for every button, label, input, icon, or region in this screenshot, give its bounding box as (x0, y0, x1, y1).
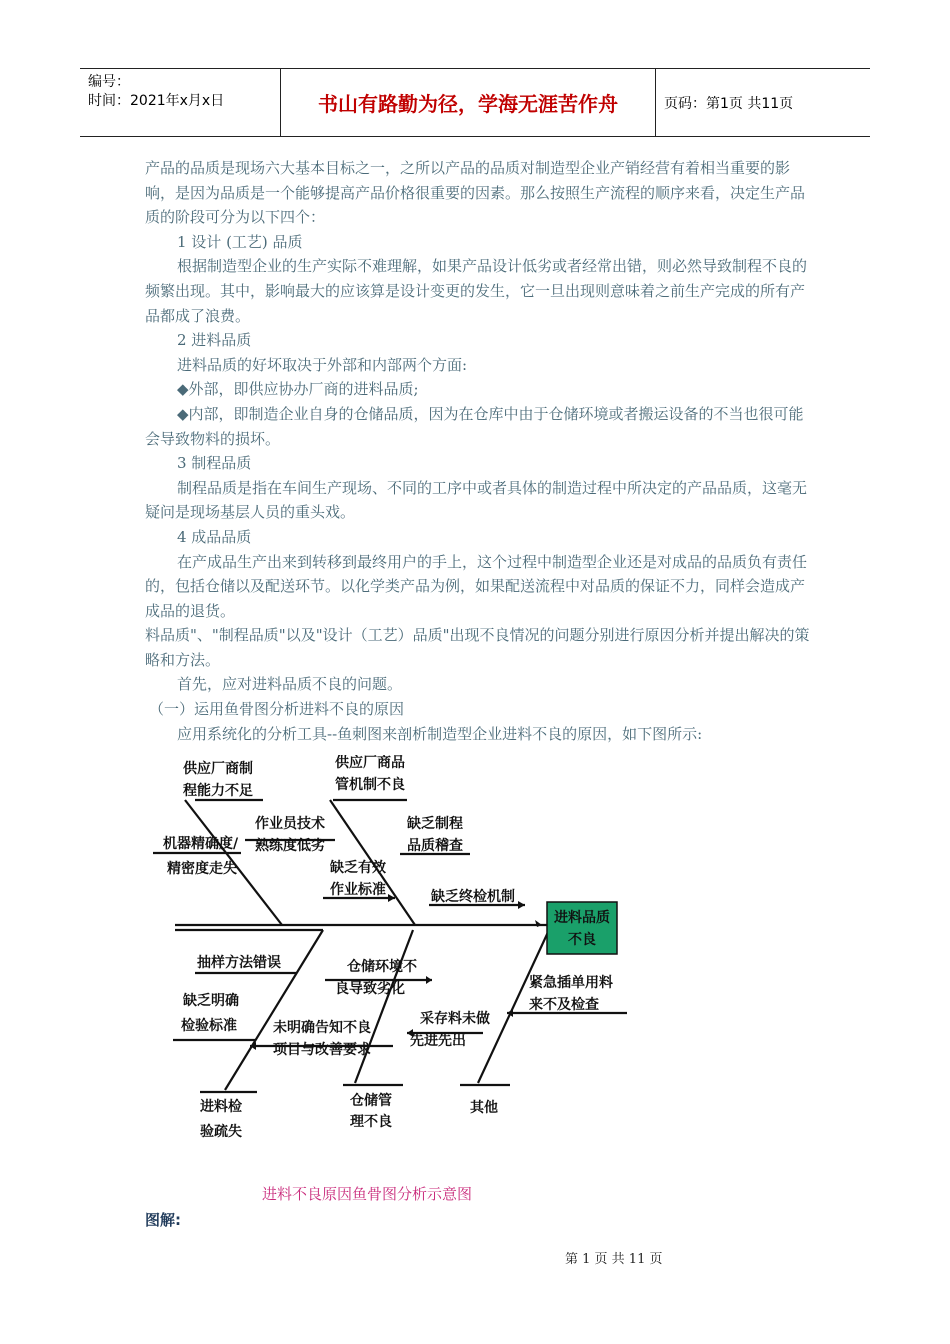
cause-label: 供应厂商制 (183, 761, 253, 777)
paragraph: 产品的品质是现场六大基本目标之一，之所以产品的品质对制造型企业产销经营有着相当重要的影响，是因为品质是一个能够提高产品价格很重要的因素。那么按照生产流程的顺序来看，决定生产品质的阶段可分为以下四个： (145, 159, 806, 227)
bullet-item: ◆外部，即供应协办厂商的进料品质; (177, 380, 419, 399)
paragraph: 在产成品生产出来到转移到最终用户的手上，这个过程中制造型企业还是对成品的品质负有责任的，包括仓储以及配送环节。以化学类产品为例，如果配送流程中对品质的保证不力，同样会造成产成品的退货。 (145, 552, 808, 620)
cause-label: 作业标准 (330, 882, 386, 898)
section-heading: 1 设计 (工艺) 品质 (177, 232, 303, 251)
subsection-heading: （一）运用鱼骨图分析进料不良的原因 (149, 700, 405, 719)
figure-caption: 进料不良原因鱼骨图分析示意图 (262, 1185, 473, 1203)
section-heading: 4 成品品质 (177, 527, 252, 546)
cause-label: 验疏失 (200, 1124, 242, 1140)
paragraph: 根据制造型企业的生产实际不难理解，如果产品设计低劣或者经常出错，则必然导致制程不良的频繁出现。其中，影响最大的应该算是设计变更的发生，它一旦出现则意味着之前生产完成的所有产品都成了浪费。 (145, 257, 808, 325)
cause-label: 采存料未做 (420, 1011, 490, 1027)
cause-label: 缺乏明确 (183, 993, 239, 1009)
bone-bottom-2 (355, 930, 413, 1083)
page-header (80, 68, 870, 137)
cause-label: 供应厂商品 (335, 755, 405, 771)
cause-label: 机器精确度/ (163, 836, 239, 852)
figure-note-label: 图解: (145, 1211, 181, 1229)
section-heading: 3 制程品质 (177, 454, 252, 473)
bone-arrow (518, 901, 525, 909)
cause-label: 程能力不足 (183, 783, 253, 799)
cause-label: 作业员技术 (255, 816, 325, 832)
cause-label: 理不良 (350, 1114, 392, 1130)
cause-label: 仓储环境不 (347, 959, 417, 975)
cause-label: 项目与改善要求 (273, 1042, 371, 1058)
cause-label: 熟练度低劣 (255, 838, 325, 854)
cause-label: 缺乏有效 (330, 860, 386, 876)
fishbone-diagram (145, 755, 645, 1155)
body-text (145, 156, 810, 746)
cause-label: 紧急插单用料 (529, 975, 613, 991)
bone-arrow (426, 976, 432, 984)
cause-label: 管机制不良 (335, 777, 405, 793)
cause-label: 品质稽查 (407, 838, 463, 854)
cause-label: 未明确告知不良 (273, 1020, 371, 1036)
paragraph: 应用系统化的分析工具--鱼刺图来剖析制造型企业进料不良的原因，如下图所示: (177, 724, 703, 743)
cause-label: 进料检 (200, 1099, 242, 1115)
bone-bottom-1 (225, 930, 323, 1090)
cause-label: 良导致劣化 (335, 981, 405, 997)
head-label-1: 进料品质 (554, 910, 610, 926)
cause-label: 缺乏制程 (407, 816, 463, 832)
page-info-text: 页码：第1页 共11页 (664, 95, 794, 112)
cause-label: 检验标准 (181, 1018, 237, 1034)
header-page-info (664, 69, 870, 136)
cause-label: 来不及检查 (529, 997, 599, 1013)
cause-label: 先进先出 (410, 1033, 466, 1049)
cause-label: 仓储管 (350, 1093, 392, 1109)
time-label: 时间：2021年x月x日 (88, 93, 225, 109)
serial-label: 编号： (88, 74, 130, 90)
cause-label: 其他 (470, 1100, 498, 1116)
paragraph: 料品质"、"制程品质"以及"设计（工艺）品质"出现不良情况的问题分别进行原因分析并提出解决的策略和方法。 (145, 626, 810, 669)
paragraph: 进料品质的好坏取决于外部和内部两个方面: (177, 355, 468, 374)
page-footer: 第 1 页 共 11 页 (565, 1252, 663, 1267)
section-heading: 2 进料品质 (177, 331, 252, 350)
head-label-2: 不良 (568, 932, 596, 948)
header-meta (80, 69, 280, 136)
cause-label: 抽样方法错误 (197, 955, 281, 971)
header-motto: 书山有路勤为径，学海无涯苦作舟 (280, 69, 656, 136)
cause-label: 精密度走失 (167, 861, 237, 877)
paragraph: 首先，应对进料品质不良的问题。 (177, 675, 403, 694)
cause-label: 缺乏终检机制 (431, 889, 515, 905)
paragraph: 制程品质是指在车间生产现场、不同的工序中或者具体的制造过程中所决定的产品品质，这毫无疑问是现场基层人员的重头戏。 (145, 478, 808, 522)
bullet-item: ◆内部，即制造企业自身的仓储品质，因为在仓库中由于仓储环境或者搬运设备的不当也很可能会导致物料的损坏。 (145, 404, 804, 448)
